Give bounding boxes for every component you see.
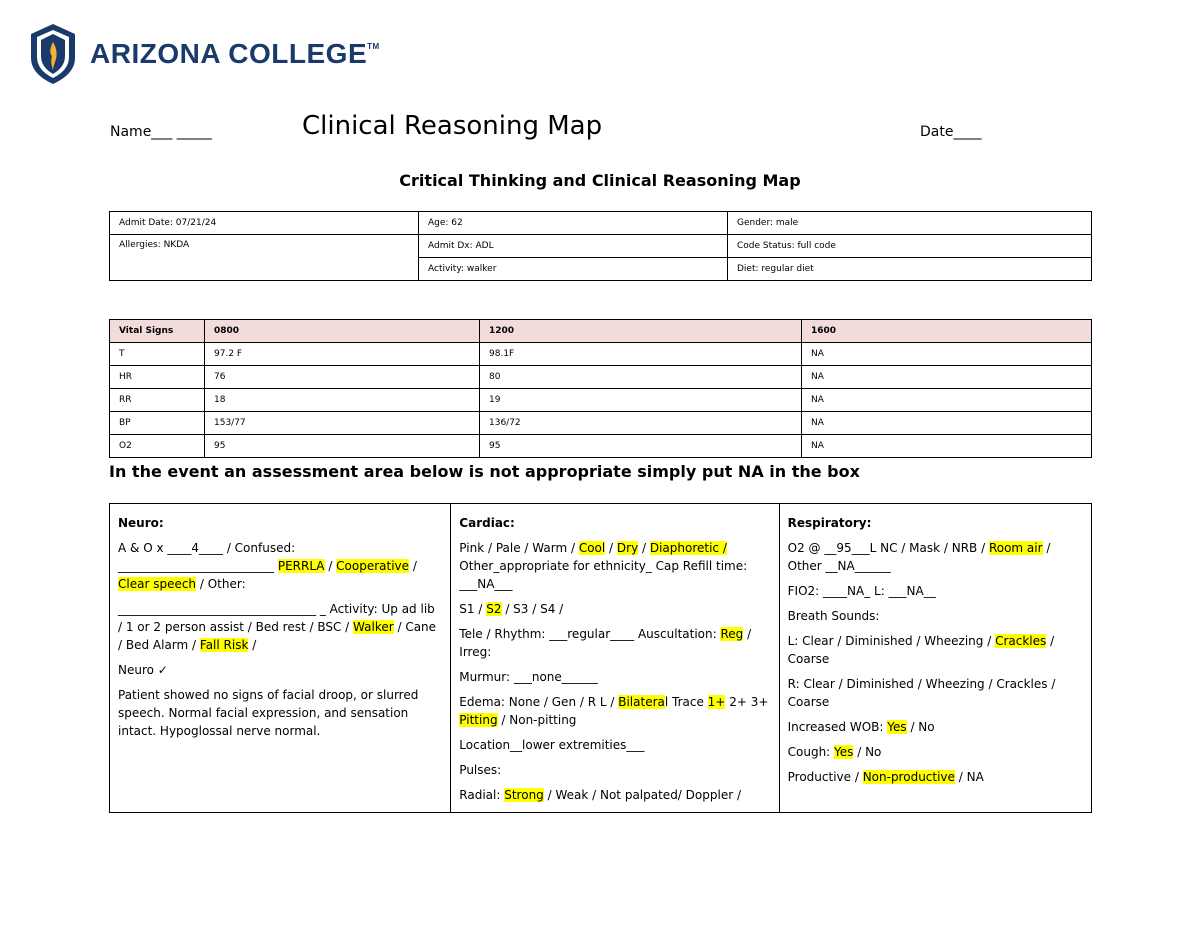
table-cell: 136/72 (480, 412, 802, 435)
vitals-header: 1200 (480, 320, 802, 343)
s2-highlight: S2 (486, 602, 502, 616)
activity-cell: Activity: walker (419, 258, 728, 281)
respiratory-wob: Increased WOB: Yes / No (787, 720, 935, 734)
cardiac-location: Location__lower extremities___ (459, 738, 645, 752)
neuro-orientation: A & O x ____4____ / Confused: __________________________ PERRLA / Cooperative / Clear speech / Other: (118, 541, 417, 591)
admit-dx-cell: Admit Dx: ADL (419, 235, 728, 258)
crackles-highlight: Crackles (995, 634, 1047, 648)
respiratory-o2: O2 @ __95___L NC / Mask / NRB / Room air / Other __NA______ (787, 541, 1051, 573)
neuro-note: Patient showed no signs of facial droop, or slurred speech. Normal facial expression, and sensation intact. Hypoglossal nerve normal. (118, 688, 419, 738)
reg-highlight: Reg (720, 627, 744, 641)
page-title: Clinical Reasoning Map (302, 111, 603, 141)
logo-text: ARIZONA COLLEGE™ (90, 38, 380, 69)
vitals-header-row (110, 320, 1092, 343)
vitals-header: 1600 (802, 320, 1092, 343)
table-cell: NA (802, 389, 1092, 412)
cardiac-murmur: Murmur: ___none______ (459, 670, 598, 684)
cool-highlight: Cool (578, 541, 606, 555)
table-cell: NA (802, 343, 1092, 366)
respiratory-section (779, 504, 1091, 812)
table-row (110, 389, 1092, 412)
respiratory-breath-label: Breath Sounds: (787, 609, 880, 623)
table-cell: NA (802, 435, 1092, 458)
respiratory-productive: Productive / Non-productive / NA (787, 770, 984, 784)
table-cell: 153/77 (205, 412, 480, 435)
vital-signs-table (109, 319, 1092, 458)
table-row (110, 212, 1092, 235)
patient-info-table (109, 211, 1092, 281)
neuro-activity: _________________________________ _ Activity: Up ad lib / 1 or 2 person assist / Bed rest / BSC / Walker / Cane / Bed Alarm / Fall Risk / (118, 602, 437, 652)
strong-highlight: Strong (504, 788, 544, 802)
table-cell: NA (802, 412, 1092, 435)
cardiac-heart-sounds: S1 / S2 / S3 / S4 / (459, 602, 564, 616)
cough-yes-highlight: Yes (834, 745, 854, 759)
assessment-grid (109, 503, 1092, 813)
table-cell: 98.1F (480, 343, 802, 366)
respiratory-heading: Respiratory: (787, 516, 872, 530)
table-cell: 76 (205, 366, 480, 389)
dry-highlight: Dry (616, 541, 639, 555)
respiratory-left: L: Clear / Diminished / Wheezing / Crackles / Coarse (787, 634, 1055, 666)
cardiac-section (450, 504, 778, 812)
table-cell: RR (110, 389, 205, 412)
table-row (110, 235, 1092, 258)
table-row (110, 366, 1092, 389)
page-subtitle: Critical Thinking and Clinical Reasoning Map (399, 171, 801, 190)
wob-yes-highlight: Yes (887, 720, 907, 734)
fall-risk-highlight: Fall Risk (199, 638, 249, 652)
gender-cell: Gender: male (728, 212, 1092, 235)
cardiac-radial: Radial: Strong / Weak / Not palpated/ Doppler / (459, 788, 741, 802)
perrla-highlight: PERRLA (277, 559, 325, 573)
table-row (110, 435, 1092, 458)
code-status-cell: Code Status: full code (728, 235, 1092, 258)
cardiac-pulses: Pulses: (459, 763, 502, 777)
cooperative-highlight: Cooperative (336, 559, 410, 573)
table-row (110, 412, 1092, 435)
na-instruction: In the event an assessment area below is not appropriate simply put NA in the box (109, 462, 860, 481)
table-row (110, 343, 1092, 366)
cardiac-rhythm: Tele / Rhythm: ___regular____ Auscultation: Reg / Irreg: (459, 627, 752, 659)
table-cell: 95 (480, 435, 802, 458)
respiratory-fio2: FIO2: ____NA_ L: ___NA__ (787, 584, 936, 598)
neuro-check: Neuro ✓ (118, 663, 168, 677)
vitals-header: 0800 (205, 320, 480, 343)
non-productive-highlight: Non-productive (862, 770, 955, 784)
college-logo (28, 22, 380, 86)
age-cell: Age: 62 (419, 212, 728, 235)
allergies-cell: Allergies: NKDA (110, 235, 419, 281)
table-cell: 80 (480, 366, 802, 389)
table-cell: HR (110, 366, 205, 389)
table-cell: 97.2 F (205, 343, 480, 366)
diaphoretic-highlight: Diaphoretic / (649, 541, 727, 555)
date-field: Date____ (920, 124, 982, 140)
cardiac-heading: Cardiac: (459, 516, 515, 530)
neuro-section (110, 504, 450, 812)
bilateral-highlight: Bilatera (618, 695, 665, 709)
name-field: Name___ _____ (110, 124, 212, 140)
diet-cell: Diet: regular diet (728, 258, 1092, 281)
cardiac-edema: Edema: None / Gen / R L / Bilateral Trace 1+ 2+ 3+ Pitting / Non-pitting (459, 695, 769, 727)
room-air-highlight: Room air (988, 541, 1043, 555)
table-cell: T (110, 343, 205, 366)
one-plus-highlight: 1+ (707, 695, 726, 709)
table-cell: 19 (480, 389, 802, 412)
table-cell: BP (110, 412, 205, 435)
table-cell: 18 (205, 389, 480, 412)
vitals-header: Vital Signs (110, 320, 205, 343)
pitting-highlight: Pitting (459, 713, 498, 727)
shield-icon (28, 22, 78, 86)
respiratory-right: R: Clear / Diminished / Wheezing / Crackles / Coarse (787, 677, 1056, 709)
respiratory-cough: Cough: Yes / No (787, 745, 882, 759)
admit-date-cell: Admit Date: 07/21/24 (110, 212, 419, 235)
walker-highlight: Walker (353, 620, 394, 634)
clear-speech-highlight: Clear speech (118, 577, 197, 591)
cardiac-skin: Pink / Pale / Warm / Cool / Dry / Diaphoretic / Other_appropriate for ethnicity_ Cap Refill time: ___NA___ (459, 541, 748, 591)
neuro-heading: Neuro: (118, 516, 164, 530)
table-cell: O2 (110, 435, 205, 458)
table-cell: 95 (205, 435, 480, 458)
table-cell: NA (802, 366, 1092, 389)
